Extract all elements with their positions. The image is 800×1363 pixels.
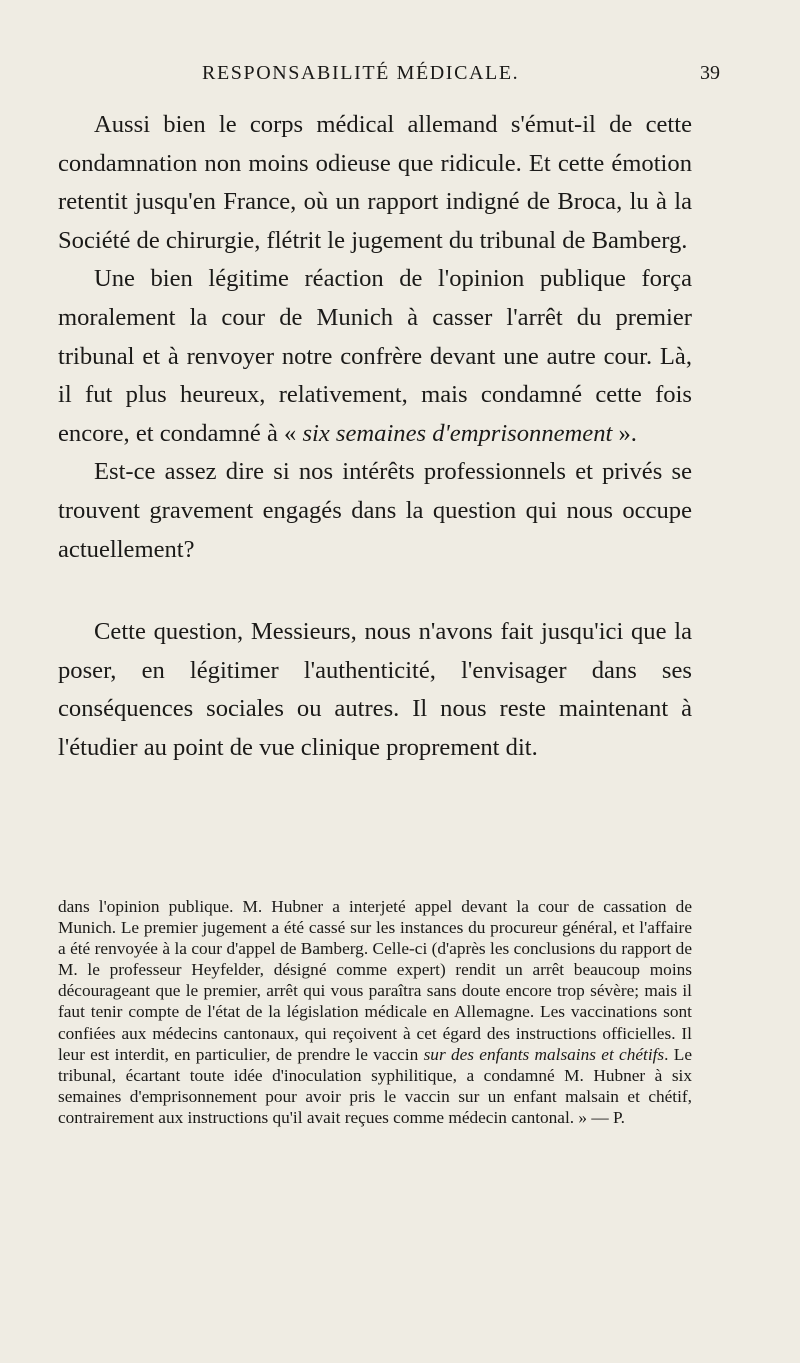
paragraph-2-start: Une bien légitime réaction de l'opinion publique força moralement la cour de Munich à casser l'arrêt du premier tribunal et à renvoyer notre confrère devant une autre cour. Là, il fut plus heureux, relativement, mais condamné cette fois encore, et condamné à « (58, 265, 692, 447)
paragraph-2 (58, 260, 692, 453)
main-text (58, 106, 692, 768)
paragraph-2-italic: six semaines d'emprisonnement (302, 419, 613, 447)
footnote (58, 896, 692, 1128)
paragraph-4: Cette question, Messieurs, nous n'avons fait jusqu'ici que la poser, en légitimer l'authenticité, l'envisager dans ses conséquences sociales ou autres. Il nous reste maintenant à l'étudier au point de vue clinique proprement dit. (58, 618, 692, 761)
running-title: RESPONSABILITÉ MÉDICALE. (202, 62, 520, 84)
page-number: 39 (700, 62, 720, 84)
paragraph-1: Aussi bien le corps médical allemand s'émut-il de cette condamnation non moins odieuse que ridicule. Et cette émotion retentit jusqu'en France, où un rapport indigné de Broca, lu à la Société de chirurgie, flétrit le jugement du tribunal de Bamberg. (58, 111, 692, 254)
footnote-italic: sur des enfants malsains et chétifs (423, 1044, 665, 1064)
running-head (100, 62, 720, 92)
paragraph-3: Est-ce assez dire si nos intérêts professionnels et privés se trouvent gravement engagés dans la question qui nous occupe actuellement? (58, 458, 692, 563)
footnote-end: . Le tribunal, écartant toute idée d'inoculation syphilitique, a condamné M. Hubner à six semaines d'emprisonnement pour avoir pris le vaccin sur un enfant malsain et chétif, contrairement aux instructions qu'il avait reçues comme médecin cantonal. » — P. (58, 1044, 693, 1127)
footnote-text (58, 896, 692, 1128)
paragraph-2-end: ». (612, 419, 637, 447)
footnote-start: dans l'opinion publique. M. Hubner a interjeté appel devant la cour de cassation de Munich. Le premier jugement a été cassé sur les instances du procureur général, et l'affaire a été renvoyée à la cour d'appel de Bamberg. Celle-ci (d'après les conclusions du rapport de M. le professeur Heyfelder, désigné comme expert) rendit un arrêt beaucoup moins décourageant que le premier, arrêt qui vous paraîtra sans doute encore trop sévère; mais il faut tenir compte de l'état de la législation médicale en Allemagne. Les vaccinations sont confiées aux médecins cantonaux, qui reçoivent à cet égard des instructions officielles. Il leur est interdit, en particulier, de prendre le vaccin (58, 897, 692, 1064)
